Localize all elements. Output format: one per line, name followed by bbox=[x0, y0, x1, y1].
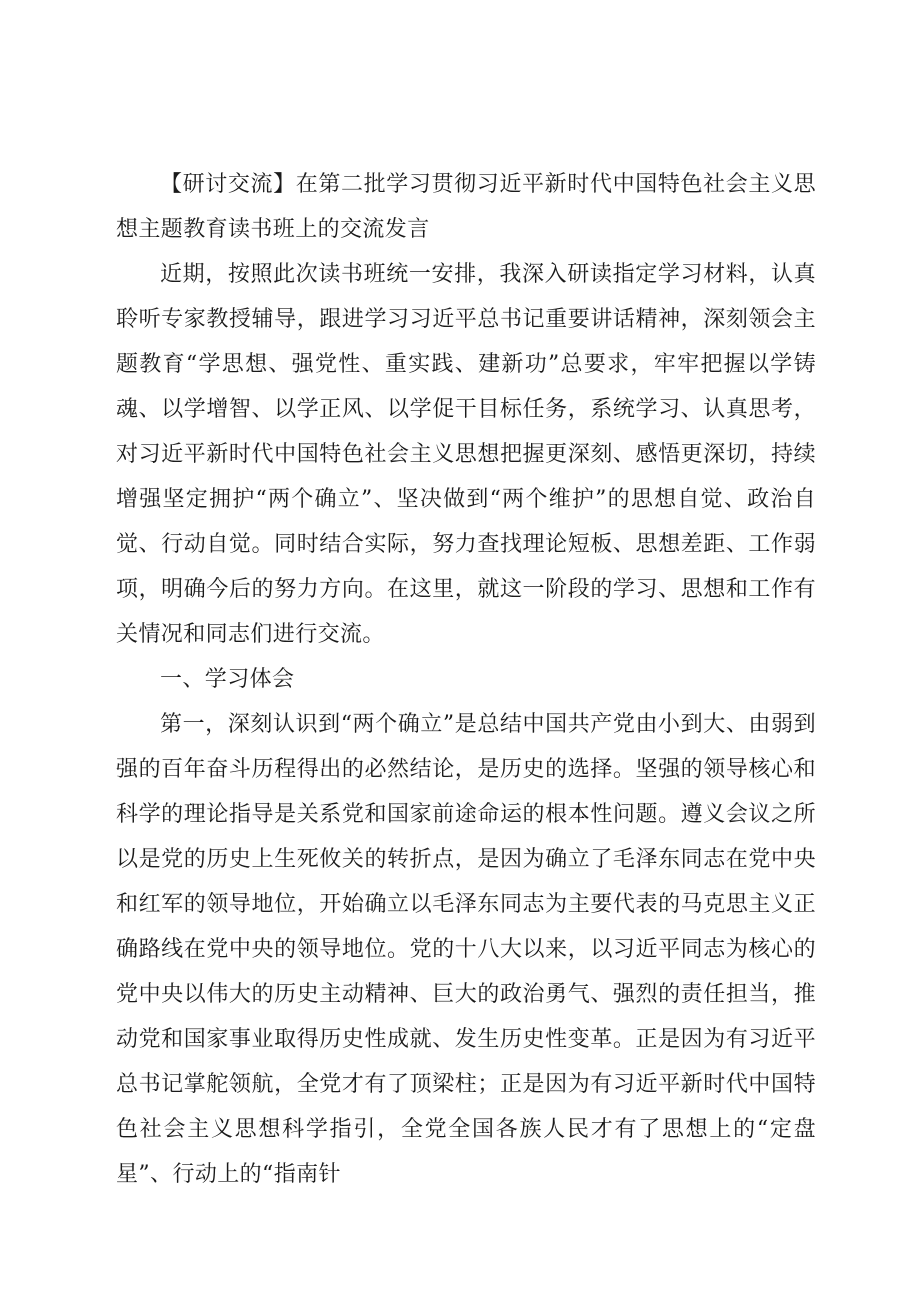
document-title: 【研讨交流】在第二批学习贯彻习近平新时代中国特色社会主义思想主题教育读书班上的交流发言 bbox=[116, 172, 816, 242]
document-page bbox=[116, 162, 816, 1197]
section-heading: 一、学习体会 bbox=[160, 667, 295, 692]
paragraph-first-point: 第一，深刻认识到“两个确立”是总结中国共产党由小到大、由弱到强的百年奋斗历程得出的必然结论，是历史的选择。坚强的领导核心和科学的理论指导是关系党和国家前途命运的根本性问题。遵义会议之所以是党的历史上生死攸关的转折点，是因为确立了毛泽东同志在党中央和红军的领导地位，开始确立以毛泽东同志为主要代表的马克思主义正确路线在党中央的领导地位。党的十八大以来，以习近平同志为核心的党中央以伟大的历史主动精神、巨大的政治勇气、强烈的责任担当，推动党和国家事业取得历史性成就、发生历史性变革。正是因为有习近平总书记掌舵领航，全党才有了顶梁柱；正是因为有习近平新时代中国特色社会主义思想科学指引，全党全国各族人民才有了思想上的“定盘星”、行动上的“指南针 bbox=[116, 712, 816, 1187]
paragraph-intro: 近期，按照此次读书班统一安排，我深入研读指定学习材料，认真聆听专家教授辅导，跟进学习习近平总书记重要讲话精神，深刻领会主题教育“学思想、强党性、重实践、建新功”总要求，牢牢把握以学铸魂、以学增智、以学正风、以学促干目标任务，系统学习、认真思考，对习近平新时代中国特色社会主义思想把握更深刻、感悟更深切，持续增强坚定拥护“两个确立”、坚决做到“两个维护”的思想自觉、政治自觉、行动自觉。同时结合实际，努力查找理论短板、思想差距、工作弱项，明确今后的努力方向。在这里，就这一阶段的学习、思想和工作有关情况和同志们进行交流。 bbox=[116, 262, 816, 647]
